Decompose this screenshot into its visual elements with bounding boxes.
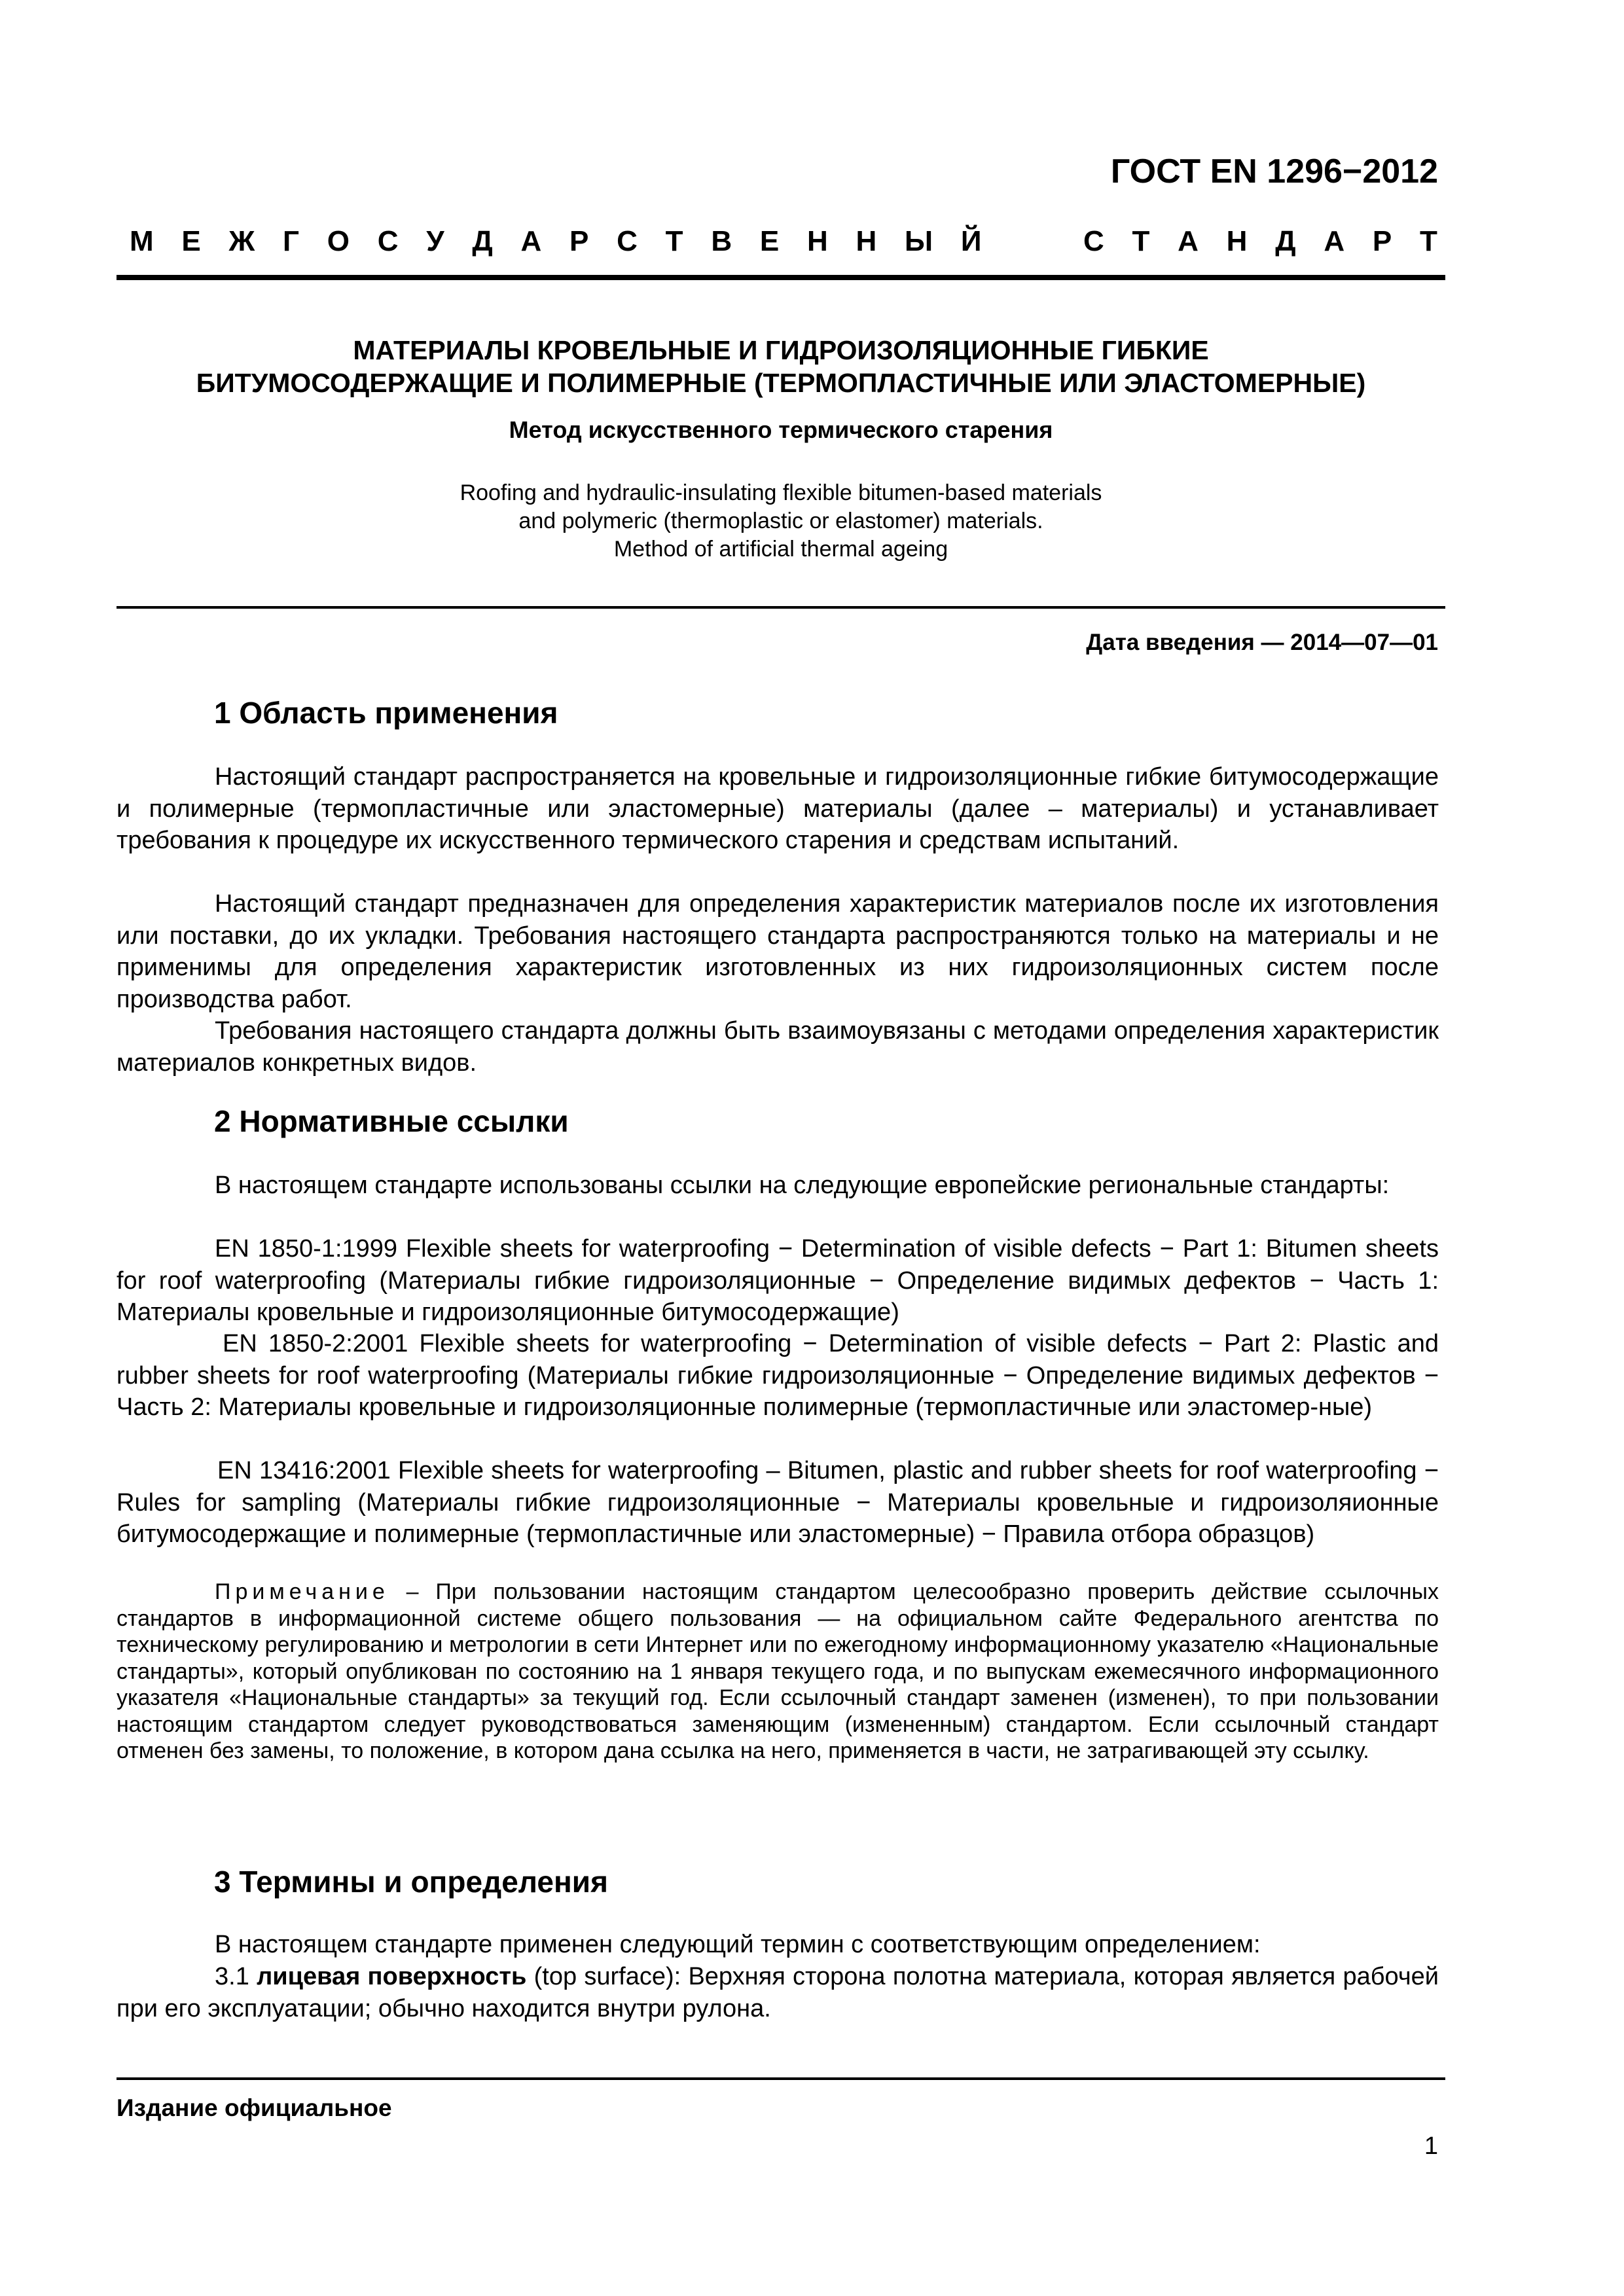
term-name: лицевая поверхность <box>257 1963 527 1990</box>
interstate_word2-letter: Н <box>1226 225 1248 257</box>
page-number: 1 <box>1424 2132 1438 2160</box>
interstate_word1-letter: У <box>426 225 444 257</box>
section-2-paragraph-1: В настоящем стандарте использованы ссылки на следующие европейские региональные стандарты: <box>215 1172 1390 1199</box>
header-rule <box>117 275 1445 280</box>
note-text: – При пользовании настоящим стандартом целесообразно проверить действие ссылочных стандартов в информационной системе общего пользования — на официальном сайте Федерального агентства по техническому регулированию и метрологии в сети Интернет или по ежегодному информационному указателю «Национальные стандарты», который опубликован по состоянию на 1 января текущего года, и по выпускам ежемесячного информационного указателя «Национальные стандарты» за текущий год. Если ссылочный стандарт заменен (изменен), то при пользовании настоящим стандартом следует руководствоваться заменяющим (измененным) стандартом. Если ссылочный стандарт отменен без замены, то положение, в котором дана ссылка на него, применяется в части, не затрагивающей эту ссылку. <box>117 1579 1439 1763</box>
section-2-heading: 2 Нормативные ссылки <box>214 1104 569 1138</box>
note <box>117 1579 1439 1765</box>
interstate_word2-letter: Т <box>1132 225 1150 257</box>
interstate_word1-letter: Е <box>759 225 780 257</box>
section-3-heading: 3 Термины и определения <box>214 1865 608 1899</box>
interstate_word2-letter: Т <box>1419 225 1437 257</box>
interstate_word2-letter: А <box>1324 225 1345 257</box>
interstate_word1-letter: Н <box>856 225 877 257</box>
footer-rule <box>117 2077 1445 2080</box>
interstate_word1-letter: С <box>377 225 399 257</box>
interstate_word1-letter: М <box>130 225 154 257</box>
interstate_word1-letter: Н <box>806 225 828 257</box>
title-en-line3: Method of artificial thermal ageing <box>613 537 948 562</box>
official-edition-label: Издание официальное <box>117 2094 392 2121</box>
interstate_word2-letter: А <box>1178 225 1199 257</box>
interstate_word1-letter: Д <box>472 225 493 257</box>
interstate_word1-letter: Г <box>283 225 299 257</box>
title-rule <box>117 606 1445 609</box>
interstate_word1-letter: Ж <box>228 225 255 257</box>
interstate_word1-letter: О <box>327 225 350 257</box>
interstate_word1-letter: С <box>617 225 638 257</box>
interstate_word1-letter: Й <box>960 225 982 257</box>
interstate_word1-letter: Т <box>665 225 683 257</box>
title-ru-line2: БИТУМОСОДЕРЖАЩИЕ И ПОЛИМЕРНЫЕ (ТЕРМОПЛАСТИЧНЫЕ ИЛИ ЭЛАСТОМЕРНЫЕ) <box>196 368 1366 398</box>
section-3-paragraph-1: В настоящем стандарте применен следующий термин с соответствующим определением: <box>215 1931 1261 1958</box>
reference-en-13416: EN 13416:2001 Flexible sheets for waterproofing – Bitumen, plastic and rubber sheets for roof waterproofing − Rules for sampling (Материалы гибкие гидроизоляционные − Материалы кровельные и гидроизоляионные битумосодержащие и полимерные (термопластичные или эластомерные) − Правила отбора образцов) <box>117 1457 1439 1548</box>
interstate_word1-letter: Р <box>569 225 589 257</box>
interstate_word2-letter: Д <box>1275 225 1296 257</box>
title-english <box>117 479 1445 564</box>
document-code: ГОСТ EN 1296−2012 <box>1110 152 1438 190</box>
title-en-line1: Roofing and hydraulic-insulating flexible bitumen-based materials <box>460 480 1102 505</box>
section-1-paragraph-3: Требования настоящего стандарта должны быть взаимоувязаны с методами определения характеристик материалов конкретных видов. <box>117 1017 1439 1077</box>
term-definition-text: (top surface): Верхняя сторона полотна материала, которая является рабочей при его эксплуатации; обычно находится внутри рулона. <box>117 1963 1439 2022</box>
term-number: 3.1 <box>215 1963 257 1990</box>
interstate_word2-letter: Р <box>1372 225 1392 257</box>
title-russian <box>117 334 1445 399</box>
term-definition <box>117 1961 1439 2024</box>
interstate_word1-letter: В <box>711 225 732 257</box>
reference-en-1850-2: EN 1850-2:2001 Flexible sheets for waterproofing − Determination of visible defects − Part 2: Plastic and rubber sheets for roof waterproofing (Материалы гибкие гидроизоляционные − Определение видимых дефектов − Часть 2: Материалы кровельные и гидроизоляционные полимерные (термопластичные или эластомер-ные) <box>117 1330 1439 1421</box>
reference-en-1850-1: EN 1850-1:1999 Flexible sheets for waterproofing − Determination of visible defects − Part 1: Bitumen sheets for roof waterproofing (Материалы гибкие гидроизоляционные − Определение видимых дефектов − Часть 1: Материалы кровельные и гидроизоляционные битумосодержащие) <box>117 1235 1439 1326</box>
title-ru-line1: МАТЕРИАЛЫ КРОВЕЛЬНЫЕ И ГИДРОИЗОЛЯЦИОННЫЕ ГИБКИЕ <box>353 335 1209 365</box>
interstate_word1-letter: Е <box>181 225 201 257</box>
title-en-line2: and polymeric (thermoplastic or elastomer) materials. <box>518 509 1043 533</box>
interstate_word1-letter: Ы <box>905 225 933 257</box>
interstate_word2-letter: С <box>1083 225 1104 257</box>
section-1-paragraph-2: Настоящий стандарт предназначен для определения характеристик материалов после их изготовления или поставки, до их укладки. Требования настоящего стандарта распространяются только на материалы и не применимы для определения характеристик изготовленных из них гидроизоляционных систем после производства работ. <box>117 890 1439 1013</box>
section-1-paragraph-1: Настоящий стандарт распространяется на кровельные и гидроизоляционные гибкие битумосодержащие и полимерные (термопластичные или эластомерные) материалы (далее – материалы) и устанавливает требования к процедуре их искусственного термического старения и средствам испытаний. <box>117 763 1439 854</box>
introduction-date: Дата введения — 2014—07—01 <box>1086 630 1438 655</box>
interstate_word1-letter: А <box>520 225 542 257</box>
section-1-heading: 1 Область применения <box>214 696 558 730</box>
word-gap <box>1009 225 1055 258</box>
note-label: Примечание <box>215 1579 389 1604</box>
interstate-standard-banner <box>130 225 1437 258</box>
method-title-russian: Метод искусственного термического старения <box>509 416 1053 443</box>
